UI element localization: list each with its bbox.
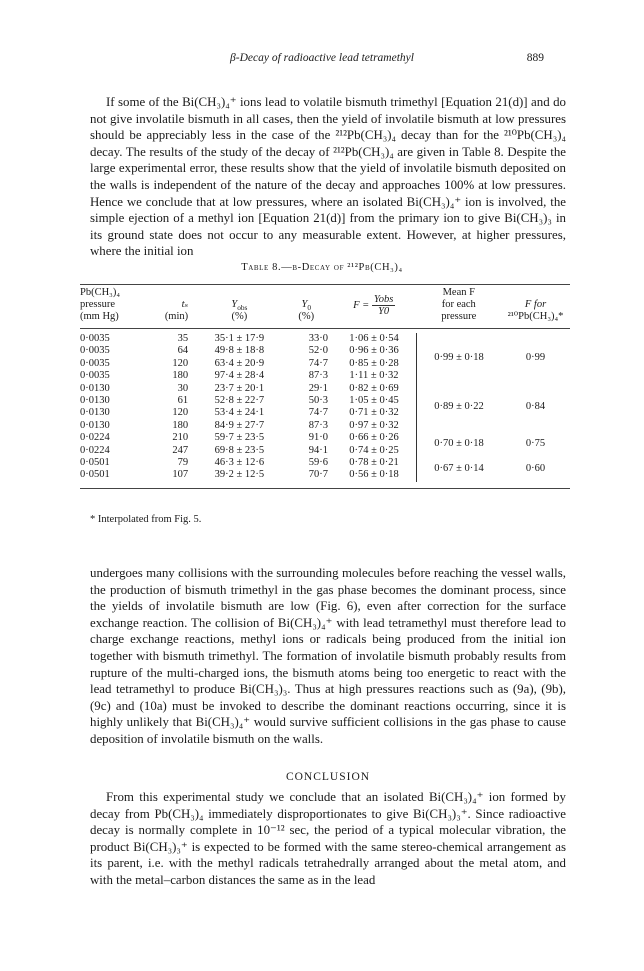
cell-f210: 0·75 xyxy=(525,438,546,450)
header-f210-line1: F for xyxy=(524,299,547,310)
cell-y0: 29·1 xyxy=(308,382,328,394)
cell-f210: 0·60 xyxy=(525,463,546,475)
cell-y0: 87·3 xyxy=(308,370,328,382)
cell-time: 247 xyxy=(172,444,189,456)
header-yobs-unit: (%) xyxy=(231,311,248,322)
page-number: 889 xyxy=(526,52,544,64)
cell-pressure: 0·0035 xyxy=(80,370,110,382)
cell-time: 30 xyxy=(177,382,189,394)
cell-y0: 59·6 xyxy=(308,457,328,469)
header-f210 xyxy=(501,287,570,323)
paragraph-3: From this experimental study we conclude that an isolated Bi(CH₃)₄⁺ ion formed by decay from Pb(CH₃)₄ immediately disproportionates to give Bi(CH₃)₃⁺. Since radioactive decay is normally complete in 10⁻¹² sec, the period of a typical molecular vibration, the product Bi(CH₃)₃⁺ is expected to be formed with the same stereo-chemical arrangement as its parent, i.e. with the methyl radicals tetrahedrally arranged about the metal atom, and with the metal–carbon distances the same as in the lead xyxy=(90,790,566,887)
cell-f: 1·11 ± 0·32 xyxy=(332,370,417,382)
cell-f: 0·96 ± 0·36 xyxy=(332,345,417,357)
table-row xyxy=(80,333,570,345)
cell-f: 0·97 ± 0·32 xyxy=(332,420,417,432)
header-yobs xyxy=(194,287,284,323)
header-mean-f-line2: for each xyxy=(441,299,476,310)
cell-yobs: 84·9 ± 27·7 xyxy=(214,419,265,431)
header-mean-f xyxy=(417,287,502,323)
cell-f: 0·74 ± 0·25 xyxy=(332,445,417,457)
cell-y0: 52·0 xyxy=(308,345,328,357)
running-title: β-Decay of radioactive lead tetramethyl xyxy=(230,52,414,64)
cell-yobs: 46·3 ± 12·6 xyxy=(214,457,265,469)
table-top-rule xyxy=(80,284,570,285)
paragraph-2: undergoes many collisions with the surrounding molecules before reaching the vessel walls, the production of bismuth trimethyl in the gas phase becomes the dominant process, since the yields of involatile bismuth are low (Fig. 6), even after correction for the surface exchange reaction. The collision of Bi(CH₃)₄⁺ with lead tetramethyl must therefore lead to charge exchange reactions, methyl ions or radicals being produced from the initial ion together with bismuth trimethyl. The formation of involatile bismuth probably results from rupture of the multi-charged ions, the bismuth atoms being too energetic to react with the lead tetramethyl to produce Bi(CH₃)₃. Thus at high pressures reactions such as (9a), (9b), (9c) and (10a) must be invoked to describe the dominant reactions occurring, since it is highly unlikely that Bi(CH₃)₄⁺ would survive sufficient collisions in the gas phase to cause deposition of involatile bismuth on the walls. xyxy=(90,566,566,746)
cell-pressure: 0·0501 xyxy=(80,469,110,481)
header-time xyxy=(142,287,194,323)
table-row xyxy=(80,432,570,444)
cell-y0: 91·0 xyxy=(308,432,328,444)
cell-y0: 94·1 xyxy=(308,444,328,456)
table-footnote: * Interpolated from Fig. 5. xyxy=(90,514,202,525)
cell-y0: 87·3 xyxy=(308,419,328,431)
header-pressure-line1: Pb(CH₃)₄ xyxy=(80,287,120,298)
cell-f: 0·82 ± 0·69 xyxy=(332,383,417,395)
cell-y0: 74·7 xyxy=(308,407,328,419)
header-mean-f-line3: pressure xyxy=(441,311,477,322)
table-row xyxy=(80,383,570,395)
cell-f: 0·56 ± 0·18 xyxy=(332,469,417,481)
header-time-line2: (min) xyxy=(164,311,189,322)
cell-yobs: 97·4 ± 28·4 xyxy=(214,370,265,382)
cell-time: 180 xyxy=(172,419,189,431)
header-ratio-numerator: Yobs xyxy=(373,293,394,305)
table-caption-label: Table 8.— xyxy=(241,262,293,273)
cell-y0: 74·7 xyxy=(308,357,328,369)
cell-yobs: 69·8 ± 23·5 xyxy=(214,444,265,456)
cell-f: 0·66 ± 0·26 xyxy=(332,432,417,444)
cell-y0: 50·3 xyxy=(308,395,328,407)
header-mean-f-line1: Mean F xyxy=(442,287,475,298)
header-time-line1: tₛ xyxy=(181,299,189,310)
cell-y0: 33·0 xyxy=(308,333,328,344)
cell-yobs: 63·4 ± 20·9 xyxy=(214,357,265,369)
cell-pressure: 0·0130 xyxy=(80,382,110,394)
cell-pressure: 0·0035 xyxy=(80,357,110,369)
paragraph-1: If some of the Bi(CH₃)₄⁺ ions lead to volatile bismuth trimethyl [Equation 21(d)] and do not give involatile bismuth in all cases, then the yield of involatile bismuth at low pressures should be appreciably less in the case of the ²¹²Pb(CH₃)₄ decay than for the ²¹⁰Pb(CH₃)₄ decay. The results of the study of the decay of ²¹²Pb(CH₃)₄ are given in Table 8. Despite the large experimental error, these results show that the yield of involatile bismuth deposited on the walls is independent of the nature of the decay and approaches 100% at low pressures. Hence we conclude that at low pressures, where an isolated Bi(CH₃)₄⁺ ion is involved, the simple ejection of a methyl ion [Equation 21(d)] from the primary ion to give Bi(CH₃)₃ in its ground state does not occur to any measurable extent. However, at higher pressures, where the initial ion xyxy=(90,95,566,259)
cell-time: 120 xyxy=(172,357,189,369)
header-yobs-symbol: Y xyxy=(231,299,238,310)
cell-time: 120 xyxy=(172,407,189,419)
cell-pressure: 0·0224 xyxy=(80,444,110,456)
table-bottom-rule xyxy=(80,482,570,489)
header-y0-symbol: Y xyxy=(301,299,308,310)
header-y0 xyxy=(285,287,332,323)
cell-time: 35 xyxy=(177,333,189,344)
table-caption xyxy=(0,262,644,273)
cell-time: 107 xyxy=(172,469,189,481)
cell-mean-f: 0·67 ± 0·14 xyxy=(434,463,484,475)
cell-mean-f: 0·89 ± 0·22 xyxy=(434,401,484,413)
conclusion-heading: CONCLUSION xyxy=(285,771,371,783)
table-caption-title: β-Decay of ²¹²Pb(CH₃)₄ xyxy=(292,262,403,273)
cell-time: 79 xyxy=(177,457,189,469)
header-ratio xyxy=(332,287,417,323)
running-header xyxy=(0,52,644,68)
cell-time: 64 xyxy=(177,345,189,357)
data-table xyxy=(80,287,570,489)
cell-f: 0·78 ± 0·21 xyxy=(332,457,417,469)
cell-f: 1·05 ± 0·45 xyxy=(332,395,417,407)
cell-y0: 70·7 xyxy=(308,469,328,481)
header-pressure-line3: (mm Hg) xyxy=(80,311,119,322)
cell-pressure: 0·0224 xyxy=(80,432,110,444)
header-ratio-fraction xyxy=(372,294,395,317)
cell-time: 61 xyxy=(177,395,189,407)
cell-mean-f: 0·99 ± 0·18 xyxy=(434,351,484,363)
cell-time: 180 xyxy=(172,370,189,382)
cell-f: 1·06 ± 0·54 xyxy=(332,333,417,345)
cell-yobs: 53·4 ± 24·1 xyxy=(214,407,265,419)
header-pressure-line2: pressure xyxy=(80,299,115,310)
cell-yobs: 35·1 ± 17·9 xyxy=(214,333,265,344)
cell-yobs: 52·8 ± 22·7 xyxy=(214,395,265,407)
header-pressure xyxy=(80,287,142,323)
cell-yobs: 59·7 ± 23·5 xyxy=(214,432,265,444)
header-ratio-prefix: F = xyxy=(353,299,370,311)
cell-pressure: 0·0130 xyxy=(80,395,110,407)
cell-time: 210 xyxy=(172,432,189,444)
header-yobs-subscript: obs xyxy=(237,303,248,313)
cell-pressure: 0·0035 xyxy=(80,345,110,357)
cell-pressure: 0·0130 xyxy=(80,419,110,431)
cell-f210: 0·99 xyxy=(525,351,546,363)
header-y0-unit: (%) xyxy=(298,311,315,322)
header-y0-subscript: 0 xyxy=(307,303,312,313)
cell-yobs: 39·2 ± 12·5 xyxy=(214,469,265,481)
cell-yobs: 49·8 ± 18·8 xyxy=(214,345,265,357)
cell-pressure: 0·0130 xyxy=(80,407,110,419)
header-f210-line2: ²¹⁰Pb(CH₃)₄* xyxy=(507,311,564,322)
cell-f: 0·85 ± 0·28 xyxy=(332,358,417,370)
cell-mean-f: 0·70 ± 0·18 xyxy=(434,438,484,450)
cell-pressure: 0·0035 xyxy=(80,333,110,344)
cell-f210: 0·84 xyxy=(525,401,546,413)
table-row xyxy=(80,457,570,469)
cell-f: 0·71 ± 0·32 xyxy=(332,407,417,419)
cell-pressure: 0·0501 xyxy=(80,457,110,469)
cell-yobs: 23·7 ± 20·1 xyxy=(214,382,265,394)
header-ratio-denominator: Y0 xyxy=(378,305,390,317)
